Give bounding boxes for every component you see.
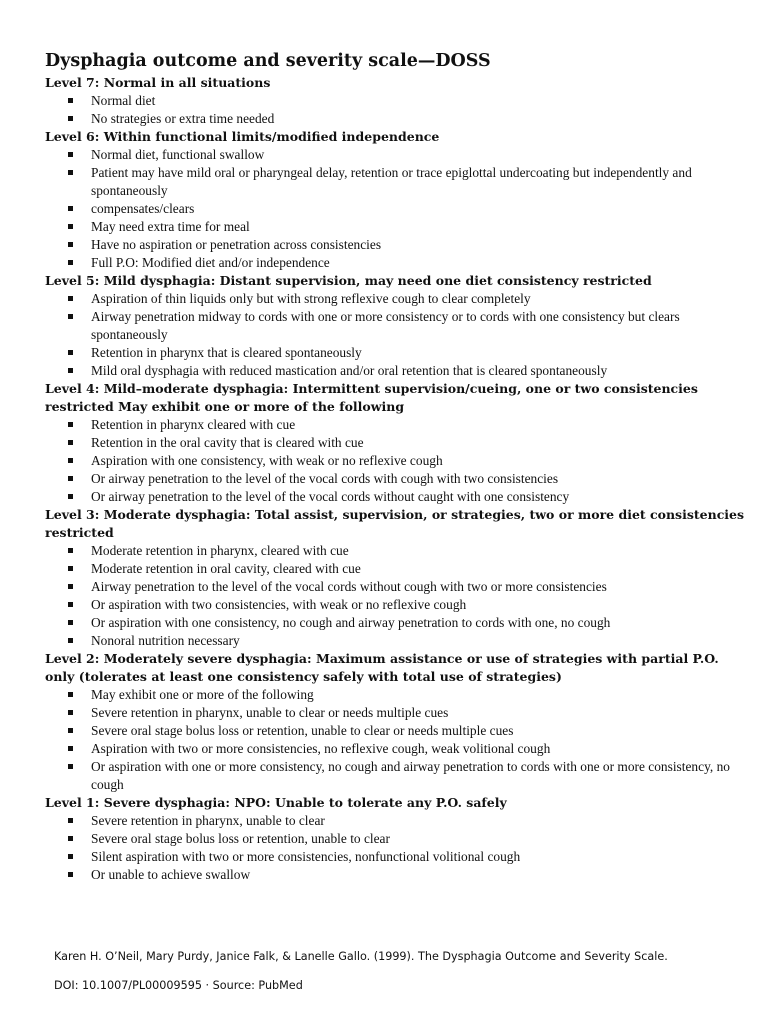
list-item: Retention in pharynx that is cleared spontaneously — [45, 344, 745, 362]
list-item: Normal diet — [45, 92, 745, 110]
level-section — [45, 272, 745, 380]
level-item-list — [45, 686, 745, 794]
list-item: Severe retention in pharynx, unable to clear or needs multiple cues — [45, 704, 745, 722]
level-item-list — [45, 542, 745, 650]
list-item: Nonoral nutrition necessary — [45, 632, 745, 650]
level-item-list — [45, 290, 745, 380]
list-item: Full P.O: Modified diet and/or independence — [45, 254, 745, 272]
list-item: Aspiration of thin liquids only but with strong reflexive cough to clear completely — [45, 290, 745, 308]
list-item: No strategies or extra time needed — [45, 110, 745, 128]
list-item: Or unable to achieve swallow — [45, 866, 745, 884]
list-item: compensates/clears — [45, 200, 745, 218]
list-item: Retention in pharynx cleared with cue — [45, 416, 745, 434]
list-item: Or aspiration with two consistencies, with weak or no reflexive cough — [45, 596, 745, 614]
level-item-list — [45, 416, 745, 506]
document-body — [45, 50, 745, 884]
level-heading: Level 7: Normal in all situations — [45, 75, 271, 90]
list-item: Airway penetration midway to cords with one or more consistency or to cords with one consistency but clears spontaneously — [45, 308, 745, 344]
levels-list — [45, 74, 745, 884]
level-item-list — [45, 92, 745, 128]
list-item: Or airway penetration to the level of the vocal cords with cough with two consistencies — [45, 470, 745, 488]
list-item: Severe retention in pharynx, unable to clear — [45, 812, 745, 830]
list-item: Patient may have mild oral or pharyngeal delay, retention or trace epiglottal undercoating but independently and spontaneously — [45, 164, 745, 200]
list-item: Mild oral dysphagia with reduced mastication and/or oral retention that is cleared spontaneously — [45, 362, 745, 380]
list-item: Have no aspiration or penetration across consistencies — [45, 236, 745, 254]
level-section — [45, 650, 745, 794]
list-item: Airway penetration to the level of the vocal cords without cough with two or more consistencies — [45, 578, 745, 596]
list-item: May need extra time for meal — [45, 218, 745, 236]
level-heading: Level 4: Mild–moderate dysphagia: Intermittent supervision/cueing, one or two consistencies restricted May exhibit one or more of the following — [45, 381, 698, 414]
list-item: Moderate retention in oral cavity, cleared with cue — [45, 560, 745, 578]
level-heading: Level 2: Moderately severe dysphagia: Maximum assistance or use of strategies with partial P.O. only (tolerates at least one consistency safely with total use of strategies) — [45, 651, 719, 684]
level-heading: Level 6: Within functional limits/modified independence — [45, 129, 440, 144]
list-item: Aspiration with two or more consistencies, no reflexive cough, weak volitional cough — [45, 740, 745, 758]
list-item: Normal diet, functional swallow — [45, 146, 745, 164]
list-item: Moderate retention in pharynx, cleared with cue — [45, 542, 745, 560]
level-heading: Level 3: Moderate dysphagia: Total assist, supervision, or strategies, two or more diet consistencies restricted — [45, 507, 745, 540]
level-item-list — [45, 812, 745, 884]
level-section — [45, 380, 745, 506]
level-section — [45, 74, 745, 128]
list-item: Severe oral stage bolus loss or retention, unable to clear or needs multiple cues — [45, 722, 745, 740]
list-item: Silent aspiration with two or more consistencies, nonfunctional volitional cough — [45, 848, 745, 866]
level-heading: Level 1: Severe dysphagia: NPO: Unable to tolerate any P.O. safely — [45, 795, 507, 810]
level-section — [45, 506, 745, 650]
list-item: Or airway penetration to the level of the vocal cords without caught with one consistency — [45, 488, 745, 506]
list-item: Severe oral stage bolus loss or retention, unable to clear — [45, 830, 745, 848]
list-item: Retention in the oral cavity that is cleared with cue — [45, 434, 745, 452]
list-item: May exhibit one or more of the following — [45, 686, 745, 704]
citation-doi-source: DOI: 10.1007/PL00009595 · Source: PubMed — [54, 979, 303, 992]
level-heading: Level 5: Mild dysphagia: Distant supervision, may need one diet consistency restricted — [45, 273, 652, 288]
list-item: Aspiration with one consistency, with weak or no reflexive cough — [45, 452, 745, 470]
page-title: Dysphagia outcome and severity scale—DOSS — [45, 51, 491, 71]
list-item: Or aspiration with one consistency, no cough and airway penetration to cords with one, no cough — [45, 614, 745, 632]
list-item: Or aspiration with one or more consistency, no cough and airway penetration to cords with one or more consistency, no cough — [45, 758, 745, 794]
citation-reference: Karen H. O’Neil, Mary Purdy, Janice Falk, & Lanelle Gallo. (1999). The Dysphagia Outcome and Severity Scale. — [54, 950, 668, 963]
level-section — [45, 128, 745, 272]
level-item-list — [45, 146, 745, 272]
level-section — [45, 794, 745, 884]
